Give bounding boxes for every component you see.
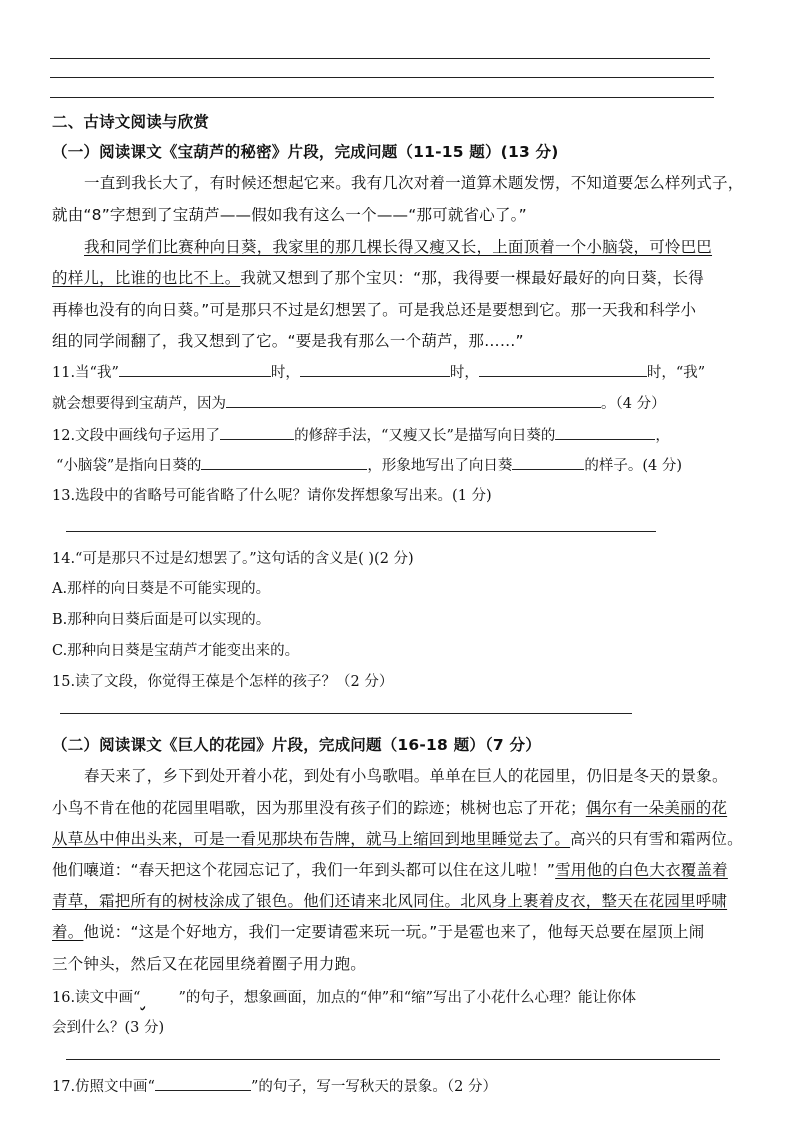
q12-text: 12.文段中画线句子运用了 (52, 428, 221, 444)
option-c[interactable]: C.那种向日葵是宝葫芦才能变出来的。 (52, 643, 300, 659)
passage-line (52, 796, 727, 818)
passage-line (52, 827, 743, 849)
plain-text: 他们嚷道：“春天把这个花园忘记了，我们一年到头都可以住在这儿啦！” (52, 861, 556, 879)
q11-text: 时， (270, 365, 300, 381)
underlined-text: 着。 (52, 923, 84, 941)
passage-line: 就由“8”字想到了宝葫芦——假如我有这么一个——“那可就省心了。” (52, 206, 527, 224)
underlined-text: 从草丛中伸出头来，可是一看见那块布告牌，就马上缩回到地里睡觉去了。 (52, 830, 571, 848)
q11-text: 。（4 分） (601, 396, 666, 412)
q12-text: 的修辞手法，“又瘦又长”是描写向日葵的 (294, 428, 556, 444)
answer-blank[interactable] (220, 425, 294, 440)
underline-sample (155, 1076, 251, 1091)
q11-text: 就会想要得到宝葫芦，因为 (52, 396, 226, 412)
wavy-mark (140, 990, 178, 1006)
q16-text: 16.读文中画“ (52, 990, 141, 1006)
answer-line[interactable] (60, 713, 632, 714)
passage-line: 三个钟头，然后又在花园里绕着圈子用力跑。 (52, 955, 367, 973)
answer-blank[interactable] (300, 362, 450, 377)
passage-line (52, 858, 728, 880)
answer-blank[interactable] (201, 455, 367, 470)
plain-text: 我就又想到了那个宝贝：“那，我得要一棵最好最好的向日葵，长得 (240, 269, 704, 287)
question-15: 15.读了文段，你觉得王葆是个怎样的孩子？（2 分） (52, 674, 394, 690)
q11-text: 11.当“我” (52, 365, 119, 381)
underlined-text: 偶尔有一朵美丽的花 (585, 799, 728, 817)
passage-line: 春天来了，乡下到处开着小花，到处有小鸟歌唱。单单在巨人的花园里，仍旧是冬天的景象。 (84, 767, 728, 785)
underlined-text: 雪用他的白色大衣覆盖着 (555, 861, 728, 879)
question-14: 14.“可是那只不过是幻想罢了。”这句话的含义是( )(2 分) (52, 551, 414, 567)
plain-text: 小鸟不肯在他的花园里唱歌，因为那里没有孩子们的踪迹；桃树也忘了开花； (52, 799, 586, 817)
q11-text: 时， (449, 365, 479, 381)
question-17 (52, 1075, 497, 1096)
answer-blank[interactable] (479, 362, 647, 377)
q17-text: 17.仿照文中画“ (52, 1079, 155, 1095)
question-11 (52, 361, 705, 382)
option-b[interactable]: B.那种向日葵后面是可以实现的。 (52, 612, 271, 628)
answer-line[interactable] (66, 531, 656, 532)
q12-text: ，形象地写出了向日葵 (367, 458, 513, 474)
answer-line (50, 58, 710, 59)
answer-blank[interactable] (226, 393, 601, 408)
passage-line: 一直到我长大了，有时候还想起它来。我有几次对着一道算术题发愣，不知道要怎么样列式子， (84, 174, 744, 192)
answer-line (50, 77, 714, 78)
q17-text: ”的句子，写一写秋天的景象。（2 分） (250, 1079, 497, 1095)
question-12-cont (56, 454, 682, 475)
q12-text: “小脑袋”是指向日葵的 (56, 458, 202, 474)
passage-line-underlined: 我和同学们比赛种向日葵，我家里的那几棵长得又瘦又长，上面顶着一个小脑袋，可怜巴巴 (84, 238, 713, 256)
answer-blank[interactable] (512, 455, 584, 470)
question-13: 13.选段中的省略号可能省略了什么呢？请你发挥想象写出来。(1 分) (52, 488, 492, 504)
underlined-text: 的样儿，比谁的也比不上。 (52, 269, 241, 287)
q16-text: ”的句子，想象画面，加点的“伸”和“缩”写出了小花什么心理？能让你体 (178, 990, 637, 1006)
passage-line-underlined: 青草，霜把所有的树枝涂成了银色。他们还请来北风同住。北风身上裹着皮衣，整天在花园里呼啸 (52, 892, 728, 910)
answer-line (50, 97, 714, 98)
part2-title: （二）阅读课文《巨人的花园》片段，完成问题（16-18 题）（7 分） (52, 736, 541, 754)
part1-title: （一）阅读课文《宝葫芦的秘密》片段，完成问题（11-15 题）(13 分) (52, 143, 559, 161)
answer-line[interactable] (66, 1059, 720, 1060)
plain-text: 他说：“这是个好地方，我们一定要请雹来玩一玩。”于是雹也来了，他每天总要在屋顶上闹 (83, 923, 705, 941)
q12-text: ， (655, 428, 670, 444)
q11-text: 时，“我” (646, 365, 706, 381)
question-12 (52, 424, 670, 445)
section-heading: 二、古诗文阅读与欣赏 (52, 113, 210, 131)
plain-text: 高兴的只有雪和霜两位。 (570, 830, 743, 848)
passage-line: 再棒也没有的向日葵。”可是那只不过是幻想罢了。可是我总还是要想到它。那一天我和科学小 (52, 301, 697, 319)
q12-text: 的样子。(4 分) (584, 458, 682, 474)
option-a[interactable]: A.那样的向日葵是不可能实现的。 (52, 581, 271, 597)
passage-line (52, 266, 704, 288)
answer-blank[interactable] (119, 362, 271, 377)
question-16 (52, 986, 636, 1007)
passage-line (52, 920, 704, 942)
answer-blank[interactable] (555, 425, 655, 440)
question-11-cont (52, 392, 666, 413)
passage-line: 组的同学闹翻了，我又想到了它。“要是我有那么一个葫芦，那……” (52, 332, 524, 350)
question-16-cont: 会到什么？(3 分) (52, 1020, 165, 1036)
